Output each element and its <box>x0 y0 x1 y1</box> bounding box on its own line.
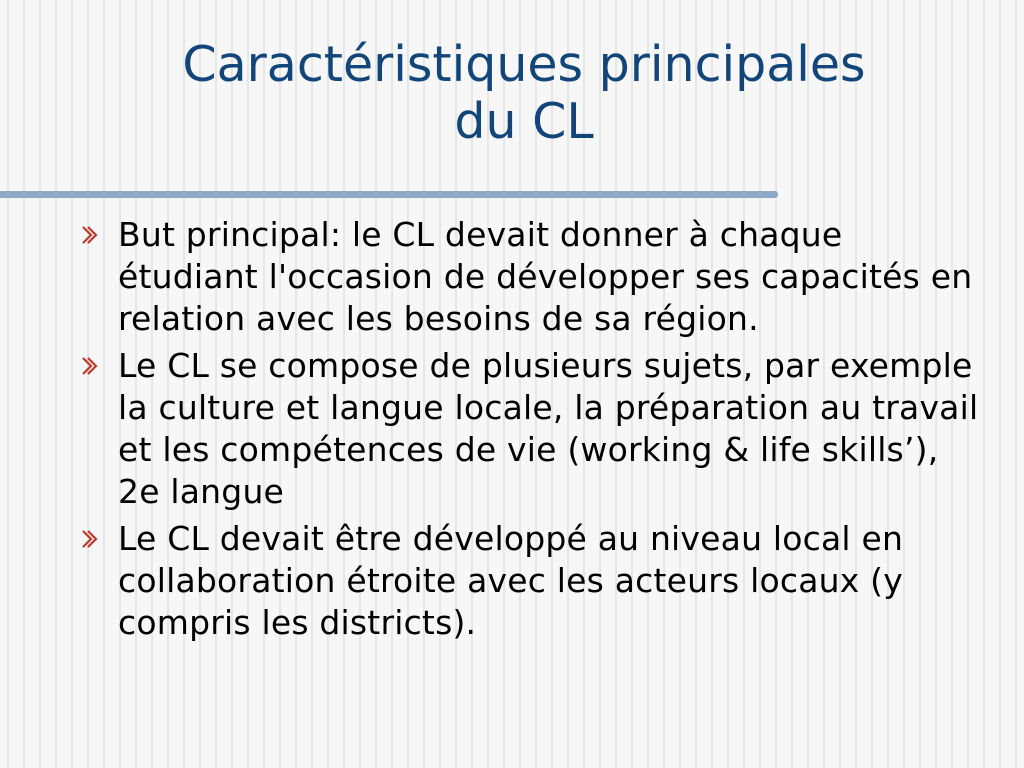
bullet-item <box>80 214 980 340</box>
slide-title-line-1: Caractéristiques principales <box>182 36 866 93</box>
bullet-list <box>80 214 980 649</box>
bullet-text: Le CL se compose de plusieurs sujets, par exemple la culture et langue locale, la préparation au travail et les compétences de vie (working & life skills’), 2e langue <box>118 346 979 511</box>
bullet-item <box>80 518 980 644</box>
bullet-text: Le CL devait être développé au niveau local en collaboration étroite avec les acteurs locaux (y compris les districts). <box>118 519 904 642</box>
title-divider <box>0 191 778 198</box>
chevron-right-icon <box>80 529 98 549</box>
bullet-text: But principal: le CL devait donner à chaque étudiant l'occasion de développer ses capacités en relation avec les besoins de sa région. <box>118 215 973 338</box>
chevron-right-icon <box>80 356 98 376</box>
bullet-item <box>80 345 980 513</box>
slide-title-line-2: du CL <box>454 93 594 150</box>
chevron-right-icon <box>80 225 98 245</box>
slide-title <box>0 36 1024 150</box>
